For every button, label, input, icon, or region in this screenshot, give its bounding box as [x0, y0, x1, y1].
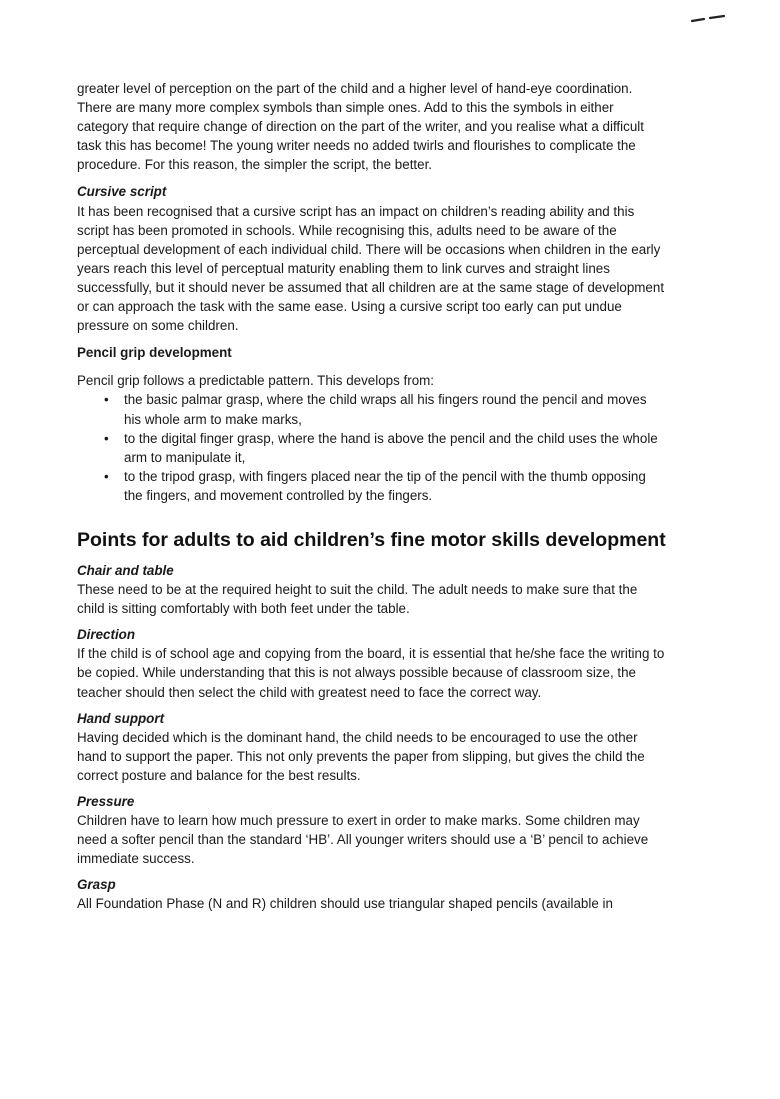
- list-item: [104, 390, 667, 428]
- hand-support-paragraph: Having decided which is the dominant hand, the child needs to be encouraged to use the other hand to support the paper. This not only prevents the paper from slipping, but gives the child the correct posture and balance for the best results.: [77, 729, 645, 783]
- cursive-heading: Cursive script: [77, 184, 167, 200]
- pencil-grip-section: [77, 343, 667, 505]
- bullet-icon: •: [104, 392, 109, 408]
- points-heading: Points for adults to aid children’s fine motor skills development: [77, 528, 666, 551]
- pencil-grip-list: [77, 390, 667, 505]
- grasp-section: [77, 875, 667, 913]
- pressure-paragraph: Children have to learn how much pressure to exert in order to make marks. Some children may need a softer pencil than the standard ‘HB’. All younger writers should use a ‘B’ pencil to achieve immediate success.: [77, 813, 649, 867]
- pressure-section: [77, 792, 667, 868]
- grasp-heading: Grasp: [77, 877, 116, 893]
- chair-table-section: [77, 561, 667, 618]
- list-item-text: to the digital finger grasp, where the hand is above the pencil and the child uses the whole arm to manipulate it,: [124, 430, 658, 465]
- scan-artifact-mark: [690, 14, 738, 24]
- intro-paragraph: greater level of perception on the part of the child and a higher level of hand-eye coordination. There are many more complex symbols than simple ones. Add to this the symbols in either category that require change of direction on the part of the writer, and you realise what a difficult task this has become! The young writer needs no added twirls and flourishes to complicate the procedure. For this reason, the simpler the script, the better.: [77, 81, 644, 173]
- chair-table-heading: Chair and table: [77, 562, 174, 578]
- cursive-paragraph: It has been recognised that a cursive script has an impact on children’s reading ability and this script has been promoted in schools. While recognising this, adults need to be aware of the perceptual development of each individual child. There will be occasions when children in the early years reach this level of perceptual maturity enabling them to link curves and straight lines successfully, but it should never be assumed that all children are at the same stage of development or can approach the task with the same ease. Using a cursive script too early can put undue pressure on some children.: [77, 203, 665, 334]
- direction-heading: Direction: [77, 627, 136, 643]
- list-item-text: to the tripod grasp, with fingers placed near the tip of the pencil with the thumb opposing the fingers, and movement controlled by the fingers.: [124, 468, 646, 503]
- cursive-section: [77, 182, 667, 335]
- document-page: [77, 79, 667, 921]
- list-item: [104, 429, 667, 467]
- pencil-grip-heading: Pencil grip development: [77, 345, 232, 361]
- hand-support-section: [77, 709, 667, 785]
- pressure-heading: Pressure: [77, 794, 135, 809]
- chair-table-paragraph: These need to be at the required height to suit the child. The adult needs to make sure that the child is sitting comfortably with both feet under the table.: [77, 582, 638, 617]
- direction-section: [77, 625, 667, 701]
- list-item: [104, 467, 667, 505]
- list-item-text: the basic palmar grasp, where the child wraps all his fingers round the pencil and moves his whole arm to make marks,: [124, 392, 647, 427]
- bullet-icon: •: [104, 468, 109, 484]
- grasp-paragraph: All Foundation Phase (N and R) children should use triangular shaped pencils (available in: [77, 896, 613, 912]
- bullet-icon: •: [104, 430, 109, 446]
- hand-support-heading: Hand support: [77, 710, 165, 726]
- direction-paragraph: If the child is of school age and copying from the board, it is essential that he/she face the writing to be copied. While understanding that this is not always possible because of classroom size, the teacher should then select the child with greatest need to face the correct way.: [77, 646, 665, 700]
- pencil-grip-intro: Pencil grip follows a predictable pattern. This develops from:: [77, 373, 435, 389]
